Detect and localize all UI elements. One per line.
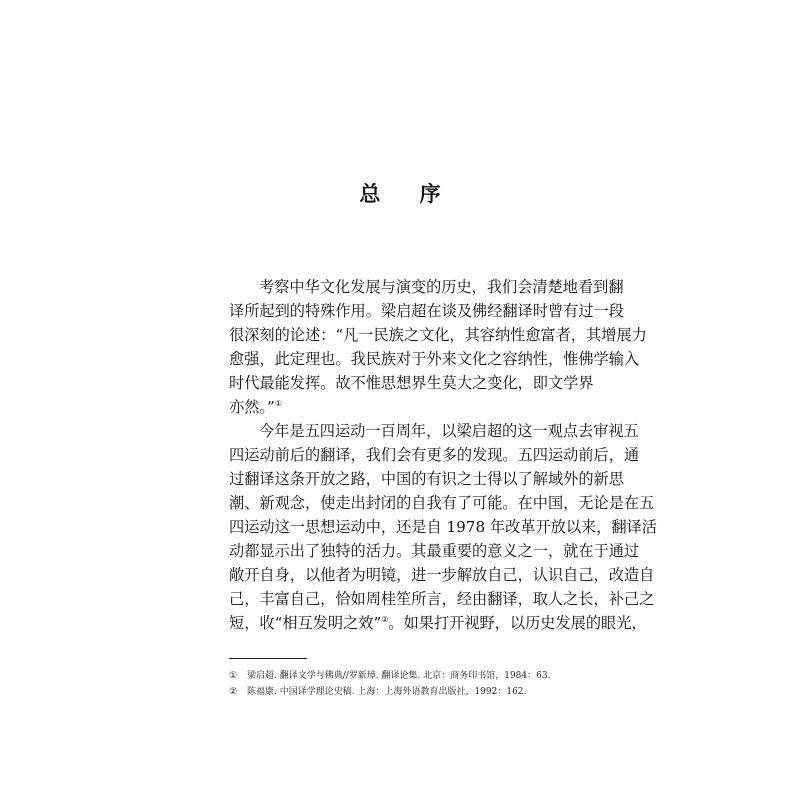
text-line: 考察中华文化发展与演变的历史，我们会清楚地看到翻 xyxy=(259,278,624,296)
text-line: 敞开自身，以他者为明镜，进一步解放自己，认识自己，改造自 xyxy=(229,566,655,584)
footnote-reference-1[interactable]: ① xyxy=(274,398,282,408)
text-fragment: 。如果打开视野，以历史发展的眼光， xyxy=(388,614,647,632)
footnote-reference-2[interactable]: ② xyxy=(381,614,389,624)
text-line: 今年是五四运动一百周年，以梁启超的这一观点去审视五 xyxy=(259,422,639,440)
paragraph-2 xyxy=(229,419,657,635)
text-line: 潮、新观念，使走出封闭的自我有了可能。在中国，无论是在五 xyxy=(229,494,655,512)
main-text xyxy=(229,275,657,635)
text-fragment: 短，收“相互发明之效” xyxy=(229,614,382,632)
page-title: 总 序 xyxy=(359,181,457,206)
text-fragment: 亦然。” xyxy=(229,398,275,416)
text-line: 愈强，此定理也。我民族对于外来文化之容纳性，惟佛学输入 xyxy=(229,350,640,368)
footnote-divider xyxy=(229,658,307,659)
text-line xyxy=(229,611,647,635)
text-line: 四运动这一思想运动中，还是自 1978 年改革开放以来，翻译活 xyxy=(229,518,657,536)
text-line: 四运动前后的翻译，我们会有更多的发现。五四运动前后，通 xyxy=(229,446,640,464)
text-line: 己，丰富自己，恰如周桂笙所言，经由翻译，取人之长，补己之 xyxy=(229,590,655,608)
footnote-1 xyxy=(229,668,569,684)
paragraph-1 xyxy=(229,275,647,419)
footnote-text: 陈福康. 中国译学理论史稿. 上海：上海外语教育出版社，1992：162. xyxy=(247,687,527,697)
text-line: 很深刻的论述：“凡一民族之文化，其容纳性愈富者，其增展力 xyxy=(229,326,647,344)
footnote-marker: ① xyxy=(229,671,238,681)
text-line: 译所起到的特殊作用。梁启超在谈及佛经翻译时曾有过一段 xyxy=(229,302,624,320)
footnote-marker: ② xyxy=(229,687,238,697)
text-line xyxy=(229,395,554,419)
text-line: 动都显示出了独特的活力。其最重要的意义之一，就在于通过 xyxy=(229,542,640,560)
footnotes xyxy=(229,668,569,700)
footnote-text: 梁启超. 翻译文学与佛典//罗新璋. 翻译论集. 北京：商务印书馆，1984：63. xyxy=(247,671,551,681)
text-line: 时代最能发挥。故不惟思想界生莫大之变化，即文学界 xyxy=(229,374,594,392)
text-line: 过翻译这条开放之路，中国的有识之士得以了解域外的新思 xyxy=(229,470,624,488)
footnote-2 xyxy=(229,684,569,700)
